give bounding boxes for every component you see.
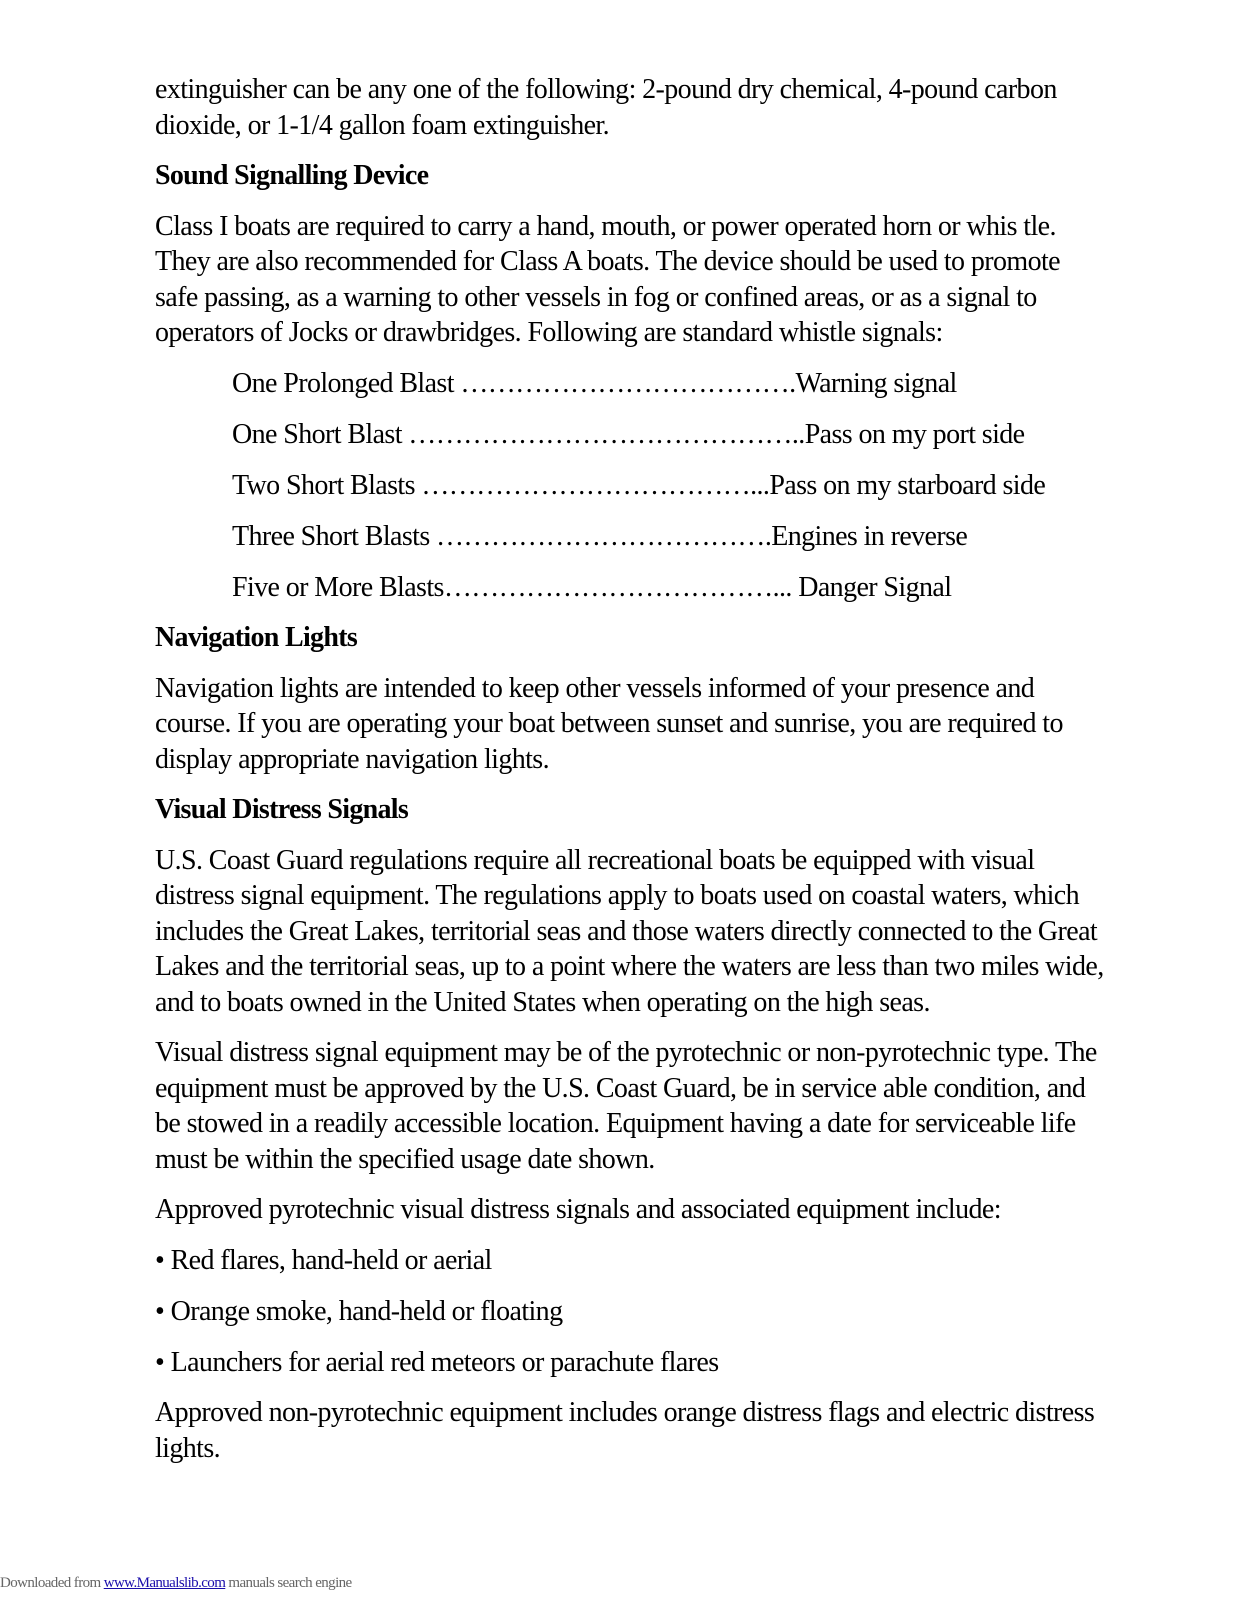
visual-distress-paragraph-1: [155, 843, 1104, 1021]
signal-meaning: Pass on my starboard side: [769, 469, 1046, 501]
dot-leader: ……………………………………..: [408, 418, 805, 450]
list-item: • Orange smoke, hand-held or floating: [155, 1295, 563, 1327]
dot-leader: ……………………………….: [460, 367, 796, 399]
sound-signalling-heading: Sound Signalling Device: [155, 160, 429, 191]
dot-leader: ………………………………...: [421, 469, 770, 501]
text-line: operators of Jocks or drawbridges. Following are standard whistle signals:: [155, 317, 943, 348]
text-line: distress signal equipment. The regulations apply to boats used on coastal waters, which: [155, 880, 1079, 911]
text-line: extinguisher can be any one of the following: 2-pound dry chemical, 4-pound carbon: [155, 74, 1057, 105]
text-line: display appropriate navigation lights.: [155, 743, 550, 775]
signal-name: Two Short Blasts: [232, 469, 422, 501]
signal-name: One Short Blast: [232, 418, 409, 450]
list-item: • Red flares, hand-held or aerial: [155, 1244, 492, 1276]
text-line: dioxide, or 1-1/4 gallon foam extinguisher.: [155, 109, 610, 141]
text-line: lights.: [155, 1432, 221, 1464]
manualslib-link[interactable]: www.Manualslib.com: [103, 1575, 226, 1591]
document-page: [155, 72, 1104, 1466]
download-footer: [0, 1575, 352, 1592]
visual-distress-paragraph-3: Approved pyrotechnic visual distress signals and associated equipment include:: [155, 1194, 1001, 1225]
whistle-signals-list: [232, 366, 1085, 606]
signal-meaning: Engines in reverse: [771, 520, 968, 552]
footer-suffix: manuals search engine: [225, 1575, 352, 1591]
text-line: must be within the specified usage date shown.: [155, 1143, 655, 1175]
signal-name: Five or More Blasts: [232, 571, 444, 603]
dot-leader: ………………………………...: [443, 571, 799, 603]
text-line: They are also recommended for Class A boats. The device should be used to promote: [155, 246, 1060, 277]
text-line: includes the Great Lakes, territorial seas and those waters directly connected to the Great: [155, 915, 1098, 947]
signal-meaning: Warning signal: [795, 367, 957, 399]
visual-distress-heading: Visual Distress Signals: [155, 794, 409, 825]
signal-meaning: Danger Signal: [798, 571, 952, 603]
list-item: • Launchers for aerial red meteors or parachute flares: [155, 1346, 719, 1378]
dot-leader: ……………………………….: [436, 520, 772, 552]
text-line: Class I boats are required to carry a hand, mouth, or power operated horn or whis tle.: [155, 210, 1056, 242]
text-line: Navigation lights are intended to keep other vessels informed of your presence and: [155, 672, 1035, 704]
signal-name: One Prolonged Blast: [232, 367, 461, 399]
text-line: equipment must be approved by the U.S. Coast Guard, be in service able condition, and: [155, 1072, 1086, 1104]
pyrotechnic-list: [155, 1243, 1085, 1381]
whistle-signal-row: [232, 570, 1085, 606]
visual-distress-paragraph-4: [155, 1395, 1095, 1466]
text-line: Lakes and the territorial seas, up to a point where the waters are less than two miles wide,: [155, 951, 1104, 982]
signal-name: Three Short Blasts: [232, 520, 437, 552]
text-line: safe passing, as a warning to other vessels in fog or confined areas, or as a signal to: [155, 281, 1037, 313]
text-line: course. If you are operating your boat between sunset and sunrise, you are required to: [155, 708, 1063, 739]
footer-prefix: Downloaded from: [0, 1575, 104, 1591]
intro-paragraph: [155, 72, 1085, 143]
visual-distress-paragraph-2: [155, 1035, 1097, 1177]
text-line: be stowed in a readily accessible location. Equipment having a date for serviceable life: [155, 1108, 1076, 1139]
whistle-signal-row: [232, 519, 1085, 555]
whistle-signal-row: [232, 417, 1085, 453]
text-line: and to boats owned in the United States when operating on the high seas.: [155, 986, 930, 1018]
signal-meaning: Pass on my port side: [804, 418, 1025, 450]
text-line: U.S. Coast Guard regulations require all recreational boats be equipped with visual: [155, 844, 1035, 876]
navigation-lights-heading: Navigation Lights: [155, 622, 358, 653]
navigation-lights-paragraph: [155, 671, 1085, 778]
sound-signalling-paragraph: [155, 209, 1085, 351]
text-line: Visual distress signal equipment may be of the pyrotechnic or non-pyrotechnic type. The: [155, 1037, 1097, 1068]
whistle-signal-row: [232, 468, 1085, 504]
whistle-signal-row: [232, 366, 1085, 402]
text-line: Approved non-pyrotechnic equipment includes orange distress flags and electric distress: [155, 1397, 1095, 1428]
